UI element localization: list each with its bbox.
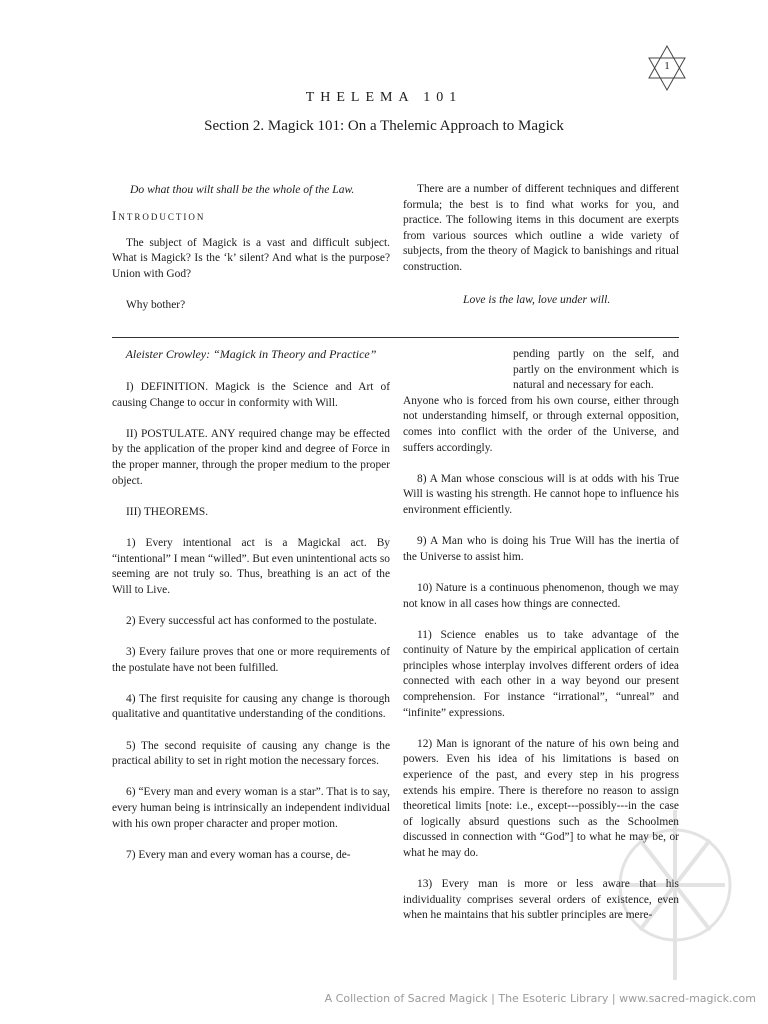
crowley-paragraph: 10) Nature is a continuous phenomenon, though we may not know in all cases how things are connected. [403, 581, 679, 610]
crowley-paragraph: III) THEOREMS. [126, 505, 209, 518]
crowley-left-column [112, 347, 390, 863]
crowley-paragraph: 11) Science enables us to take advantage of the continuity of Nature by the empirical application of certain principles whose interplay involves different orders of idea connected with each other in a way beyond our present comprehension. For instance “irrational”, “unreal” and “infinite” expressions. [403, 628, 679, 719]
crowley-paragraph: 5) The second requisite of causing any change is the practical ability to set in right motion the necessary forces. [112, 739, 390, 768]
crowley-paragraph: 3) Every failure proves that one or more requirements of the postulate have not been fulfilled. [112, 646, 390, 674]
introduction-heading: Introduction [112, 207, 206, 223]
section-divider [112, 337, 679, 338]
crowley-paragraph: 6) “Every man and every woman is a star”. That is to say, every human being is intrinsically an independent individual with his own proper character and proper motion. [112, 786, 390, 830]
intro-paragraph: The subject of Magick is a vast and difficult subject. What is Magick? Is the ‘k’ silent? And what is the purpose? Union with God? [112, 236, 390, 280]
intro-left-column [112, 182, 390, 314]
crowley-heading: Aleister Crowley: “Magick in Theory and Practice” [125, 347, 377, 361]
crowley-paragraph: 8) A Man whose conscious will is at odds with his True Will is wasting his strength. He cannot hope to influence his environment efficiently. [403, 472, 679, 516]
crowley-paragraph: 4) The first requisite for causing any change is thorough qualitative and quantitative understanding of the conditions. [112, 692, 390, 721]
unicursal-hexagram-watermark-icon [595, 790, 755, 990]
document-subtitle: Section 2. Magick 101: On a Thelemic Approach to Magick [204, 118, 564, 134]
crowley-paragraph: II) POSTULATE. ANY required change may be effected by the application of the proper kind and degree of Force in the proper manner, through the proper medium to the proper object. [112, 427, 390, 487]
crowley-paragraph: I) DEFINITION. Magick is the Science and Art of causing Change to occur in conformity with Will. [112, 381, 390, 409]
document-title: THELEMA 101 [305, 90, 463, 105]
crowley-paragraph: 9) A Man who is doing his True Will has the inertia of the Universe to assist him. [403, 535, 679, 563]
intro-paragraph: Why bother? [126, 298, 186, 311]
closing: Love is the law, love under will. [463, 292, 611, 306]
page-number: 1 [664, 60, 670, 72]
intro-paragraph: There are a number of different techniques and different formula; the best is to find what works for you, and practice. The following items in this document are exerpts from various sources which outline a wide variety of subjects, from the theory of Magick to banishings and ritual construction. [403, 183, 679, 273]
crowley-paragraph: Anyone who is forced from his own course, either through not understanding himself, or through external opposition, comes into conflict with the order of the Universe, and suffers accordingly. [403, 394, 679, 454]
crowley-paragraph: 2) Every successful act has conformed to the postulate. [126, 614, 377, 627]
crowley-paragraph: 12) Man is ignorant of the nature of his own being and powers. Even his idea of his limitations is based on experience of the past, and every step in his progress extends his empire. There is therefore no reason to assign theoretical limits [note: i.e., except---possibly---in the case of logically absurd questions such as the Schoolmen discussed in connection with “God”] to what he may be, or what he may do. [403, 737, 679, 859]
intro-right-column [403, 182, 679, 307]
page-number-badge [645, 44, 689, 92]
crowley-paragraph: 7) Every man and every woman has a course, de- [126, 848, 351, 861]
crowley-paragraph: 1) Every intentional act is a Magickal act. By “intentional” I mean “willed”. But even unintentional acts so seeming are not truly so. Thus, breathing is an act of the Will to Live. [112, 536, 390, 596]
greeting: Do what thou wilt shall be the whole of the Law. [130, 183, 355, 196]
crowley-paragraph: pending partly on the self, and partly on the environment which is natural and necessary for each. [513, 348, 679, 392]
crowley-paragraph: 13) Every man is more or less aware that his individuality comprises several orders of existence, even when he maintains that his subtler principles are mere- [403, 878, 679, 922]
page-footer: A Collection of Sacred Magick | The Esoteric Library | www.sacred-magick.com [324, 992, 756, 1005]
